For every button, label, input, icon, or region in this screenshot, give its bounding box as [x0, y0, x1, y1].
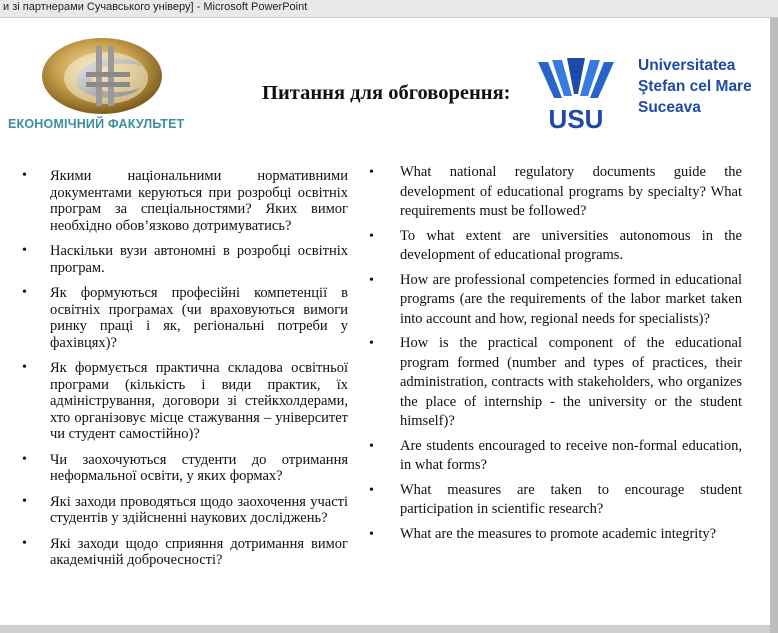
question-item — [22, 285, 348, 351]
question-text: To what extent are universities autonomous in the development of educational programs. — [400, 227, 742, 263]
window-bottom-border — [0, 625, 770, 633]
question-item — [369, 525, 742, 545]
bullet-icon: • — [22, 535, 27, 551]
bullet-icon: • — [369, 526, 374, 542]
slide-title: Питання для обговорення: — [262, 82, 511, 104]
question-text: Чи заохочуються студенти до отримання неформальної освіти, у яких формах? — [50, 451, 348, 484]
question-item — [22, 168, 348, 234]
question-text: Наскільки вузи автономні в розробці освітніх програм. — [50, 243, 348, 276]
question-item — [22, 535, 348, 569]
bullet-icon: • — [22, 360, 27, 375]
question-text: Як формується практична складова освітньої програми (кількість і види практик, їх адміністрування, договори зі стейкхолдерами, хто організовує місце стажування – університет чи студент самостійно)? — [50, 360, 348, 442]
university-name-line3: Suceava — [638, 99, 701, 116]
bullet-icon: • — [369, 336, 374, 351]
university-name-line1: Universitatea — [638, 57, 736, 74]
university-name — [638, 55, 752, 118]
question-item — [369, 271, 742, 330]
bullet-icon: • — [369, 272, 374, 288]
question-item — [369, 227, 742, 266]
ukrainian-questions-list — [22, 168, 348, 578]
bullet-icon: • — [22, 451, 27, 467]
bullet-icon: • — [22, 243, 27, 258]
window-title-bar[interactable] — [0, 0, 778, 18]
question-text: How is the practical component of the educational program formed (number and types of practices, their administration, contracts with stakeholders, who organizes the place of internship - the university or the student himself)? — [400, 335, 742, 429]
question-text: What national regulatory documents guide the development of educational programs by specialty? What requirements must be followed? — [400, 164, 742, 219]
bullet-icon: • — [369, 482, 374, 498]
question-item — [22, 243, 348, 276]
question-text: What measures are taken to encourage student participation in scientific research? — [400, 481, 742, 517]
university-name-line2: Ştefan cel Mare — [638, 78, 752, 95]
bullet-icon: • — [369, 438, 374, 454]
question-item — [22, 493, 348, 527]
question-item — [369, 437, 742, 476]
economics-faculty-logo — [36, 28, 176, 118]
question-item — [369, 334, 742, 432]
bullet-icon: • — [22, 493, 27, 509]
english-questions-list — [369, 163, 742, 549]
university-logo-text: USU — [548, 104, 604, 134]
bullet-icon: • — [369, 228, 374, 244]
question-item — [22, 360, 348, 443]
bullet-icon: • — [22, 168, 27, 183]
question-item — [369, 481, 742, 520]
question-text: Якими національними нормативними документами керуються при розробці освітніх програм за спеціальностями? Яких вимог необхідно обов’язково дотримуватись? — [50, 168, 348, 234]
bullet-icon: • — [22, 285, 27, 300]
window-title: и зі партнерами Сучавського універу] - Microsoft PowerPoint — [3, 1, 308, 13]
question-text: How are professional competencies formed in educational programs (are the requirements of the labor market taken into account and how, regional needs for specialists)? — [400, 271, 742, 327]
university-logo — [534, 52, 618, 136]
question-item — [22, 451, 348, 485]
question-item — [369, 163, 742, 222]
slide-canvas — [0, 18, 770, 625]
window-right-border — [770, 18, 778, 633]
question-text: Які заходи щодо сприяння дотримання вимог академічній доброчесності? — [50, 535, 348, 568]
question-text: Як формуються професійні компетенції в освітніх програмах (чи враховуються вимоги ринку праці і як, регіональні потреби у фахівцях)? — [50, 285, 348, 351]
bullet-icon: • — [369, 165, 374, 180]
question-text: Які заходи проводяться щодо заохочення участі студентів у здійсненні наукових досліджень? — [50, 493, 348, 526]
question-text: Are students encouraged to receive non-formal education, in what forms? — [400, 437, 742, 473]
faculty-label: ЕКОНОМІЧНИЙ ФАКУЛЬТЕТ — [8, 117, 185, 131]
question-text: What are the measures to promote academic integrity? — [400, 525, 717, 542]
